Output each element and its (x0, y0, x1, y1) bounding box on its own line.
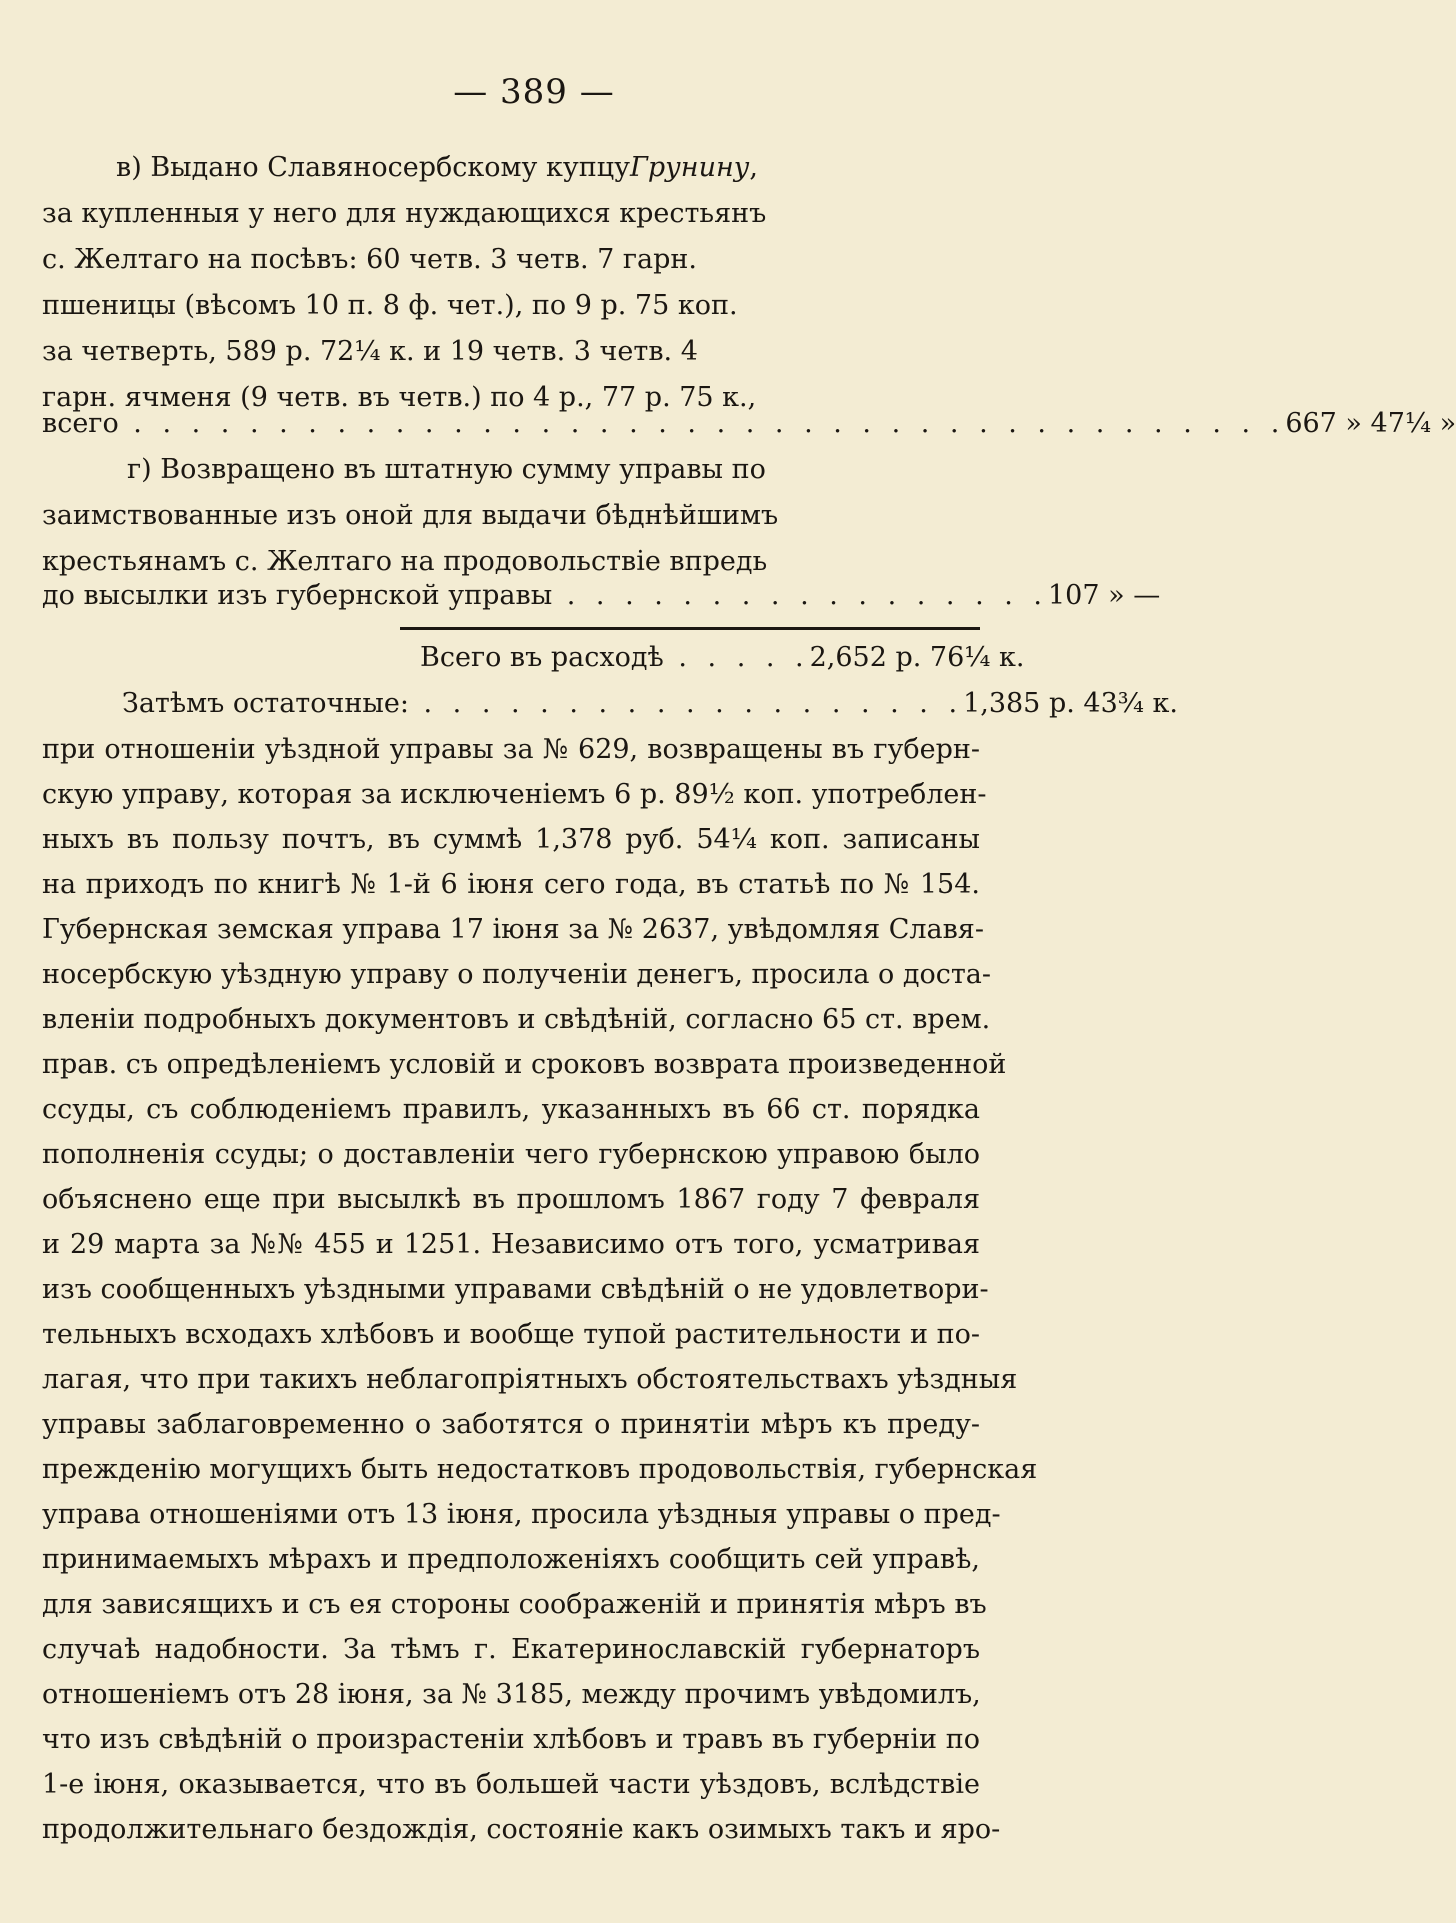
body-line: продолжительнаго бездождія, состояніе какъ озимыхъ такъ и яро- (42, 1814, 1001, 1845)
body-line: носербскую уѣздную управу о полученіи денегъ, просила о доста- (42, 959, 991, 990)
body-line: отношеніемъ отъ 28 іюня, за № 3185, между прочимъ увѣдомилъ, (42, 1679, 981, 1710)
remainder-amount: 1,385 р. 43¾ к. (963, 688, 1178, 719)
body-line: вленіи подробныхъ документовъ и свѣдѣній, согласно 65 ст. врем. (42, 1004, 991, 1035)
body-line: лагая, что при такихъ неблагопріятныхъ обстоятельствахъ уѣздныя (42, 1364, 1018, 1395)
body-line: принимаемыхъ мѣрахъ и предположеніяхъ сообщить сей управѣ, (42, 1544, 980, 1575)
body-line: изъ сообщенныхъ уѣздными управами свѣдѣній о не удовлетвори- (42, 1274, 989, 1305)
item-g-total-label: до высылки изъ губернской управы (42, 580, 553, 611)
body-line: прав. съ опредѣленіемъ условій и сроковъ возврата произведенной (42, 1049, 1007, 1080)
remainder-label: Затѣмъ остаточные: (122, 688, 409, 719)
item-v-total-amount: 667 » 47¼ » (1285, 408, 1456, 439)
body-line: на приходъ по книгѣ № 1-й 6 іюня сего года, въ статьѣ по № 154. (42, 869, 980, 900)
body-line: тельныхъ всходахъ хлѣбовъ и вообще тупой растительности и по- (42, 1319, 980, 1350)
item-g-line-2: заимствованные изъ оной для выдачи бѣднѣйшимъ (42, 500, 779, 531)
leader-dots: . . . . . . . . . . . . . . . . . . . (408, 688, 964, 719)
body-line: что изъ свѣдѣній о произрастеніи хлѣбовъ и травъ въ губерніи по (42, 1724, 980, 1755)
body-line: управа отношеніями отъ 13 іюня, просила уѣздныя управы о пред- (42, 1499, 1001, 1530)
expense-total-row (420, 640, 1025, 676)
body-line: случаѣ надобности. За тѣмъ г. Екатеринославскій губернаторъ (42, 1634, 980, 1665)
expense-total-label: Всего въ расходѣ (420, 642, 664, 673)
body-line: объяснено еще при высылкѣ въ прошломъ 1867 году 7 февраля (42, 1184, 980, 1215)
leader-dots: . . . . . (663, 642, 810, 673)
item-v-total-label: всего (42, 408, 119, 439)
item-v-line-4: пшеницы (вѣсомъ 10 п. 8 ф. чет.), по 9 р. 75 коп. (42, 290, 738, 321)
item-v-line-3: с. Желтаго на посѣвъ: 60 четв. 3 четв. 7 гарн. (42, 244, 697, 275)
body-line: пополненія ссуды; о доставленіи чего губернскою управою было (42, 1139, 980, 1170)
body-line: для зависящихъ и съ ея стороны соображеній и принятія мѣръ въ (42, 1589, 987, 1620)
expense-total-amount: 2,652 р. 76¼ к. (809, 642, 1025, 673)
item-v-line-2: за купленныя у него для нуждающихся крестьянъ (42, 198, 767, 229)
body-line: ссуды, съ соблюденіемъ правилъ, указанныхъ въ 66 ст. порядка (42, 1094, 980, 1125)
body-line: Губернская земская управа 17 іюня за № 2637, увѣдомляя Славя- (42, 914, 984, 945)
item-v-line-5: за четверть, 589 р. 72¼ к. и 19 четв. 3 четв. 4 (42, 336, 698, 367)
item-g-total-amount: 107 » — (1048, 580, 1161, 611)
merchant-name: Грунину (629, 152, 750, 183)
body-line: управы заблаговременно о заботятся о принятіи мѣръ къ преду- (42, 1409, 980, 1440)
body-line: при отношеніи уѣздной управы за № 629, возвращены въ губерн- (42, 734, 980, 765)
item-g-line-3: крестьянамъ с. Желтаго на продовольствіе впредь (42, 546, 768, 577)
body-line: и 29 марта за №№ 455 и 1251. Независимо отъ того, усматривая (42, 1229, 980, 1260)
body-line: 1-е іюня, оказывается, что въ большей части уѣздовъ, вслѣдствіе (42, 1769, 980, 1800)
item-g-line-1: г) Возвращено въ штатную сумму управы по (127, 454, 766, 485)
leader-dots: . . . . . . . . . . . . . . . . . (552, 580, 1048, 611)
body-line: ныхъ въ пользу почтъ, въ суммѣ 1,378 руб. 54¼ коп. записаны (42, 824, 980, 855)
item-g-total-row (42, 578, 1161, 614)
total-rule (400, 627, 980, 630)
item-v-line-1: в) Выдано Славяносербскому купцу Грунину , (42, 150, 754, 186)
page-number: — 389 — (453, 72, 615, 112)
body-line: скую управу, которая за исключеніемъ 6 р. 89½ коп. употреблен- (42, 779, 987, 810)
item-v-total-row (42, 406, 1456, 442)
leader-dots: . . . . . . . . . . . . . . . . . . . . . . . . . . . . . . . . . . . . . . . . (118, 408, 1286, 439)
body-line: прежденію могущихъ быть недостатковъ продовольствія, губернская (42, 1454, 1038, 1485)
remainder-row (122, 686, 1178, 722)
item-v-line-6: гарн. ячменя (9 четв. въ четв.) по 4 р., 77 р. 75 к., (42, 382, 757, 413)
